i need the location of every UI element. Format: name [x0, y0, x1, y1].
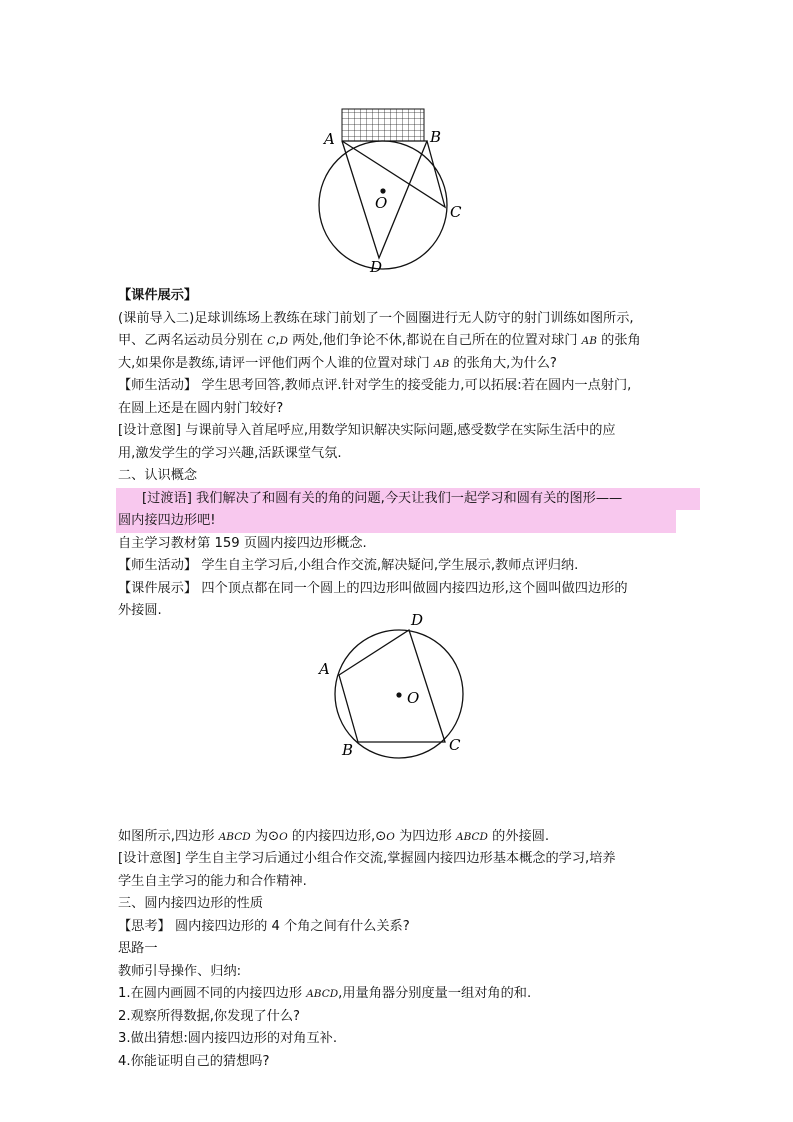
paragraph-line: 用,激发学生的学习兴趣,活跃课堂气氛. [118, 445, 342, 461]
paragraph-line: 学生自主学习的能力和合作精神. [118, 873, 307, 889]
soccer-goal-diagram [300, 100, 480, 280]
label-c: C [449, 736, 461, 754]
transition-highlight: [过渡语] 我们解决了和圆有关的角的问题,今天让我们一起学习和圆有关的图形—— [116, 488, 700, 511]
paragraph-line: 【师生活动】 学生自主学习后,小组合作交流,解决疑问,学生展示,教师点评归纳. [118, 558, 579, 573]
math-span: O [386, 830, 395, 843]
paragraph-line [118, 330, 678, 353]
list-item [118, 983, 678, 1006]
text-span: 大,如果你是教练,请评一评他们两个人谁的位置对球门 [118, 355, 434, 371]
section-heading: 二、认识概念 [118, 468, 198, 483]
paragraph-line: 【思考】 圆内接四边形的 4 个角之间有什么关系? [118, 918, 410, 934]
label-a: A [319, 660, 330, 678]
paragraph-line: (课前导入二)足球训练场上教练在球门前划了一个圆圈进行无人防守的射门训练如图所示, [118, 310, 634, 326]
text-span: 1.在圆内画圆不同的内接四边形 [118, 986, 307, 1001]
text-span: 为四边形 [394, 828, 457, 844]
text-span: 的张角 [596, 333, 641, 348]
math-span: AB [433, 357, 450, 370]
text-span: 如图所示,四边形 [118, 828, 219, 844]
math-span: ABCD [218, 830, 251, 843]
label-c: C [450, 203, 462, 221]
figure-space [118, 623, 678, 826]
text-span: 的张角大,为什么? [449, 355, 557, 371]
section-heading: 三、圆内接四边形的性质 [118, 896, 264, 911]
list-item: 3.做出猜想:圆内接四边形的对角互补. [118, 1031, 338, 1046]
paragraph-heading: 【课件展示】 [118, 288, 198, 303]
math-span: D [279, 335, 288, 347]
list-item: 2.观察所得数据,你发现了什么? [118, 1008, 301, 1024]
math-span: ABCD [456, 830, 488, 843]
label-o: O [375, 194, 388, 212]
paragraph-line: 【师生活动】 学生思考回答,教师点评.针对学生的接受能力,可以拓展:若在圆内一点射门, [118, 378, 632, 393]
text-span: 的内接四边形,⊙ [287, 828, 387, 844]
text-span: 甲、乙两名运动员分别在 [118, 333, 268, 348]
paragraph-line: 在圆上还是在圆内射门较好? [118, 400, 284, 416]
triangle-abc [342, 141, 445, 207]
paragraph-line: [设计意图] 与课前导入首尾呼应,用数学知识解决实际问题,感受数学在实际生活中的应 [118, 423, 616, 438]
paragraph-line: 【课件展示】 四个顶点都在同一个圆上的四边形叫做圆内接四边形,这个圆叫做四边形的 [118, 580, 628, 596]
label-d: D [370, 258, 383, 276]
text-span: 的外接圆. [487, 828, 550, 844]
label-d: D [411, 611, 424, 629]
transition-highlight: 圆内接四边形吧! [116, 510, 676, 533]
paragraph-line: 思路一 [118, 941, 158, 956]
paragraph-line: 自主学习教材第 159 页圆内接四边形概念. [118, 535, 367, 551]
center-dot [380, 188, 385, 193]
label-b: B [342, 741, 354, 759]
paragraph-line: 外接圆. [118, 603, 162, 618]
text-span: 两处,他们争论不休,都说在自己所在的位置对球门 [287, 333, 582, 348]
math-span: ABCD [306, 988, 339, 1000]
lesson-text [118, 285, 678, 1073]
figure-soccer-goal [300, 100, 480, 280]
list-item: 4.你能证明自己的猜想吗? [118, 1053, 270, 1069]
paragraph-line: [设计意图] 学生自主学习后通过小组合作交流,掌握圆内接四边形基本概念的学习,培养 [118, 851, 616, 866]
text-span: ,用量角器分别度量一组对角的和. [338, 986, 532, 1001]
math-span: C [267, 335, 276, 347]
math-span: O [279, 830, 288, 843]
math-span: AB [581, 335, 597, 347]
text-span: , [275, 333, 280, 348]
goal-net [342, 109, 424, 141]
paragraph-line [118, 826, 678, 849]
text-span: 为⊙ [250, 828, 280, 844]
label-b: B [430, 128, 442, 146]
label-o: O [407, 689, 420, 707]
label-a: A [324, 130, 335, 148]
paragraph-line [118, 353, 678, 376]
paragraph-line: 教师引导操作、归纳: [118, 963, 242, 979]
